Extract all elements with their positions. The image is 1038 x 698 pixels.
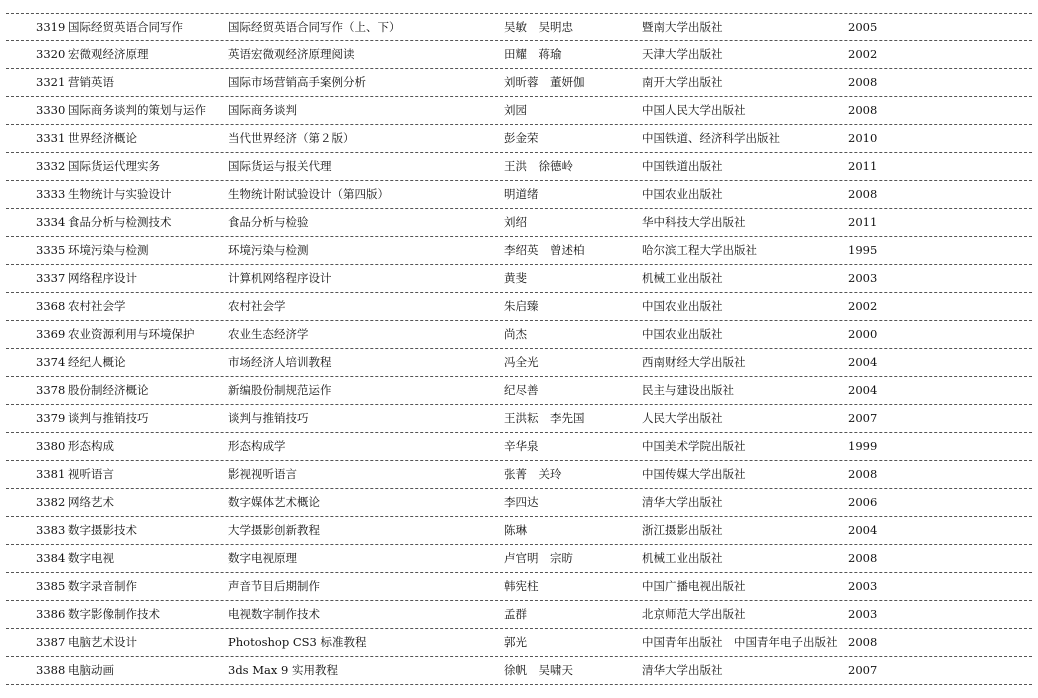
course-name: 网络艺术 <box>68 495 114 509</box>
publish-year: 2011 <box>848 215 878 229</box>
book-title: 形态构成学 <box>228 439 286 453</box>
course-code: 3382 <box>36 495 66 509</box>
book-title: 国际市场营销高手案例分析 <box>228 75 366 89</box>
book-title: 当代世界经济（第２版） <box>228 131 355 145</box>
course-name: 电脑艺术设计 <box>68 635 137 649</box>
author: 黄斐 <box>504 271 527 285</box>
author: 冯全光 <box>504 355 539 369</box>
book-title: 新编股份制规范运作 <box>228 383 332 397</box>
author: 徐帆 吴啸天 <box>504 663 573 677</box>
table-row <box>6 461 1032 489</box>
publish-year: 2003 <box>848 607 878 621</box>
author: 郭光 <box>504 635 527 649</box>
publisher: 人民大学出版社 <box>642 411 723 425</box>
course-name: 数字影像制作技术 <box>68 607 160 621</box>
author: 尚杰 <box>504 327 527 341</box>
book-title: 电视数字制作技术 <box>228 607 320 621</box>
publish-year: 2010 <box>848 131 878 145</box>
course-name: 网络程序设计 <box>68 271 137 285</box>
book-title: 计算机网络程序设计 <box>228 271 332 285</box>
course-code: 3319 <box>36 20 66 34</box>
publish-year: 2008 <box>848 75 878 89</box>
book-title: 数字电视原理 <box>228 551 297 565</box>
publisher: 暨南大学出版社 <box>642 20 723 34</box>
course-code: 3320 <box>36 47 66 61</box>
author: 刘绍 <box>504 215 527 229</box>
publisher: 南开大学出版社 <box>642 75 723 89</box>
course-code: 3335 <box>36 243 66 257</box>
book-title: 声音节目后期制作 <box>228 579 320 593</box>
book-title: 食品分析与检验 <box>228 215 309 229</box>
table-row <box>6 601 1032 629</box>
table-row <box>6 545 1032 573</box>
book-title: 国际商务谈判 <box>228 103 297 117</box>
publisher: 中国铁道、经济科学出版社 <box>642 131 780 145</box>
author: 刘园 <box>504 103 527 117</box>
course-code: 3332 <box>36 159 66 173</box>
course-code: 3387 <box>36 635 66 649</box>
publish-year: 2008 <box>848 187 878 201</box>
course-code: 3337 <box>36 271 66 285</box>
book-title: 市场经济人培训教程 <box>228 355 332 369</box>
publish-year: 1995 <box>848 243 878 257</box>
author: 王洪 徐德岭 <box>504 159 573 173</box>
table-row <box>6 181 1032 209</box>
author: 卢官明 宗昉 <box>504 551 573 565</box>
publish-year: 2008 <box>848 103 878 117</box>
textbook-table <box>6 0 1032 685</box>
table-row <box>6 349 1032 377</box>
course-code: 3321 <box>36 75 66 89</box>
publish-year: 2000 <box>848 327 878 341</box>
course-code: 3381 <box>36 467 66 481</box>
publisher: 清华大学出版社 <box>642 495 723 509</box>
table-row <box>6 209 1032 237</box>
course-name: 营销英语 <box>68 75 114 89</box>
author: 朱启臻 <box>504 299 539 313</box>
book-title: 国际经贸英语合同写作（上、下） <box>228 20 401 34</box>
publisher: 中国农业出版社 <box>642 327 723 341</box>
table-row <box>6 433 1032 461</box>
author: 李四达 <box>504 495 539 509</box>
publisher: 中国人民大学出版社 <box>642 103 746 117</box>
publish-year: 2007 <box>848 411 878 425</box>
course-name: 农村社会学 <box>68 299 126 313</box>
publisher: 中国铁道出版社 <box>642 159 723 173</box>
course-code: 3368 <box>36 299 66 313</box>
publisher: 机械工业出版社 <box>642 551 723 565</box>
course-name: 谈判与推销技巧 <box>68 411 149 425</box>
publish-year: 2008 <box>848 467 878 481</box>
publisher: 中国农业出版社 <box>642 187 723 201</box>
course-name: 环境污染与检测 <box>68 243 149 257</box>
course-code: 3330 <box>36 103 66 117</box>
author: 彭金荣 <box>504 131 539 145</box>
publish-year: 2005 <box>848 20 878 34</box>
publish-year: 2004 <box>848 355 878 369</box>
publisher: 浙江摄影出版社 <box>642 523 723 537</box>
course-name: 国际货运代理实务 <box>68 159 160 173</box>
publish-year: 2011 <box>848 159 878 173</box>
course-code: 3378 <box>36 383 66 397</box>
course-code: 3385 <box>36 579 66 593</box>
author: 纪尽善 <box>504 383 539 397</box>
publisher: 民主与建设出版社 <box>642 383 734 397</box>
book-title: 农业生态经济学 <box>228 327 309 341</box>
course-name: 食品分析与检测技术 <box>68 215 172 229</box>
course-code: 3384 <box>36 551 66 565</box>
publisher: 中国青年出版社 中国青年电子出版社 <box>642 635 838 649</box>
publisher: 清华大学出版社 <box>642 663 723 677</box>
course-name: 经纪人概论 <box>68 355 126 369</box>
publish-year: 2004 <box>848 383 878 397</box>
course-name: 国际商务谈判的策划与运作 <box>68 103 206 117</box>
publisher: 中国广播电视出版社 <box>642 579 746 593</box>
book-title: 生物统计附试验设计（第四版） <box>228 187 389 201</box>
publisher: 哈尔滨工程大学出版社 <box>642 243 757 257</box>
course-name: 电脑动画 <box>68 663 114 677</box>
table-row <box>6 657 1032 685</box>
publish-year: 2008 <box>848 635 878 649</box>
author: 辛华泉 <box>504 439 539 453</box>
author: 吴敏 吴明忠 <box>504 20 573 34</box>
course-name: 宏微观经济原理 <box>68 47 149 61</box>
table-row <box>6 293 1032 321</box>
publisher: 西南财经大学出版社 <box>642 355 746 369</box>
table-row <box>6 265 1032 293</box>
course-code: 3333 <box>36 187 66 201</box>
table-row <box>6 97 1032 125</box>
publisher: 中国美术学院出版社 <box>642 439 746 453</box>
publish-year: 2002 <box>848 47 878 61</box>
book-title: 国际货运与报关代理 <box>228 159 332 173</box>
author: 孟群 <box>504 607 527 621</box>
publisher: 中国传媒大学出版社 <box>642 467 746 481</box>
course-name: 农业资源利用与环境保护 <box>68 327 195 341</box>
publisher: 天津大学出版社 <box>642 47 723 61</box>
course-name: 数字录音制作 <box>68 579 137 593</box>
table-row <box>6 377 1032 405</box>
table-row <box>6 573 1032 601</box>
course-code: 3369 <box>36 327 66 341</box>
table-row <box>6 125 1032 153</box>
author: 陈琳 <box>504 523 527 537</box>
course-code: 3388 <box>36 663 66 677</box>
author: 李绍英 曾述柏 <box>504 243 585 257</box>
author: 明道绪 <box>504 187 539 201</box>
table-row <box>6 237 1032 265</box>
book-title: 英语宏微观经济原理阅读 <box>228 47 355 61</box>
table-row <box>6 489 1032 517</box>
publish-year: 2004 <box>848 523 878 537</box>
course-name: 世界经济概论 <box>68 131 137 145</box>
course-code: 3374 <box>36 355 66 369</box>
course-code: 3386 <box>36 607 66 621</box>
publisher: 华中科技大学出版社 <box>642 215 746 229</box>
author: 张菁 关玲 <box>504 467 562 481</box>
book-title: 谈判与推销技巧 <box>228 411 309 425</box>
table-row <box>6 41 1032 69</box>
course-name: 生物统计与实验设计 <box>68 187 172 201</box>
book-title: 数字媒体艺术概论 <box>228 495 320 509</box>
course-name: 股份制经济概论 <box>68 383 149 397</box>
book-title: 影视视听语言 <box>228 467 297 481</box>
course-name: 数字电视 <box>68 551 114 565</box>
table-row <box>6 629 1032 657</box>
course-name: 形态构成 <box>68 439 114 453</box>
table-row <box>6 13 1032 41</box>
course-code: 3383 <box>36 523 66 537</box>
table-row <box>6 517 1032 545</box>
author: 田耀 蒋瑜 <box>504 47 562 61</box>
course-name: 国际经贸英语合同写作 <box>68 20 183 34</box>
course-code: 3331 <box>36 131 66 145</box>
publish-year: 2008 <box>848 551 878 565</box>
author: 王洪耘 李先国 <box>504 411 585 425</box>
book-title: Photoshop CS3 标准教程 <box>228 635 367 649</box>
author: 韩宪柱 <box>504 579 539 593</box>
course-code: 3334 <box>36 215 66 229</box>
book-title: 3ds Max 9 实用教程 <box>228 663 338 677</box>
publish-year: 2006 <box>848 495 878 509</box>
book-title: 农村社会学 <box>228 299 286 313</box>
book-title: 大学摄影创新教程 <box>228 523 320 537</box>
publish-year: 2007 <box>848 663 878 677</box>
publisher: 机械工业出版社 <box>642 271 723 285</box>
course-name: 数字摄影技术 <box>68 523 137 537</box>
course-code: 3380 <box>36 439 66 453</box>
publish-year: 2002 <box>848 299 878 313</box>
publisher: 中国农业出版社 <box>642 299 723 313</box>
publisher: 北京师范大学出版社 <box>642 607 746 621</box>
publish-year: 2003 <box>848 271 878 285</box>
table-row <box>6 69 1032 97</box>
publish-year: 1999 <box>848 439 878 453</box>
publish-year: 2003 <box>848 579 878 593</box>
course-code: 3379 <box>36 411 66 425</box>
table-row <box>6 321 1032 349</box>
book-title: 环境污染与检测 <box>228 243 309 257</box>
course-name: 视听语言 <box>68 467 114 481</box>
table-row <box>6 153 1032 181</box>
table-row <box>6 405 1032 433</box>
author: 刘昕蓉 董妍伽 <box>504 75 585 89</box>
